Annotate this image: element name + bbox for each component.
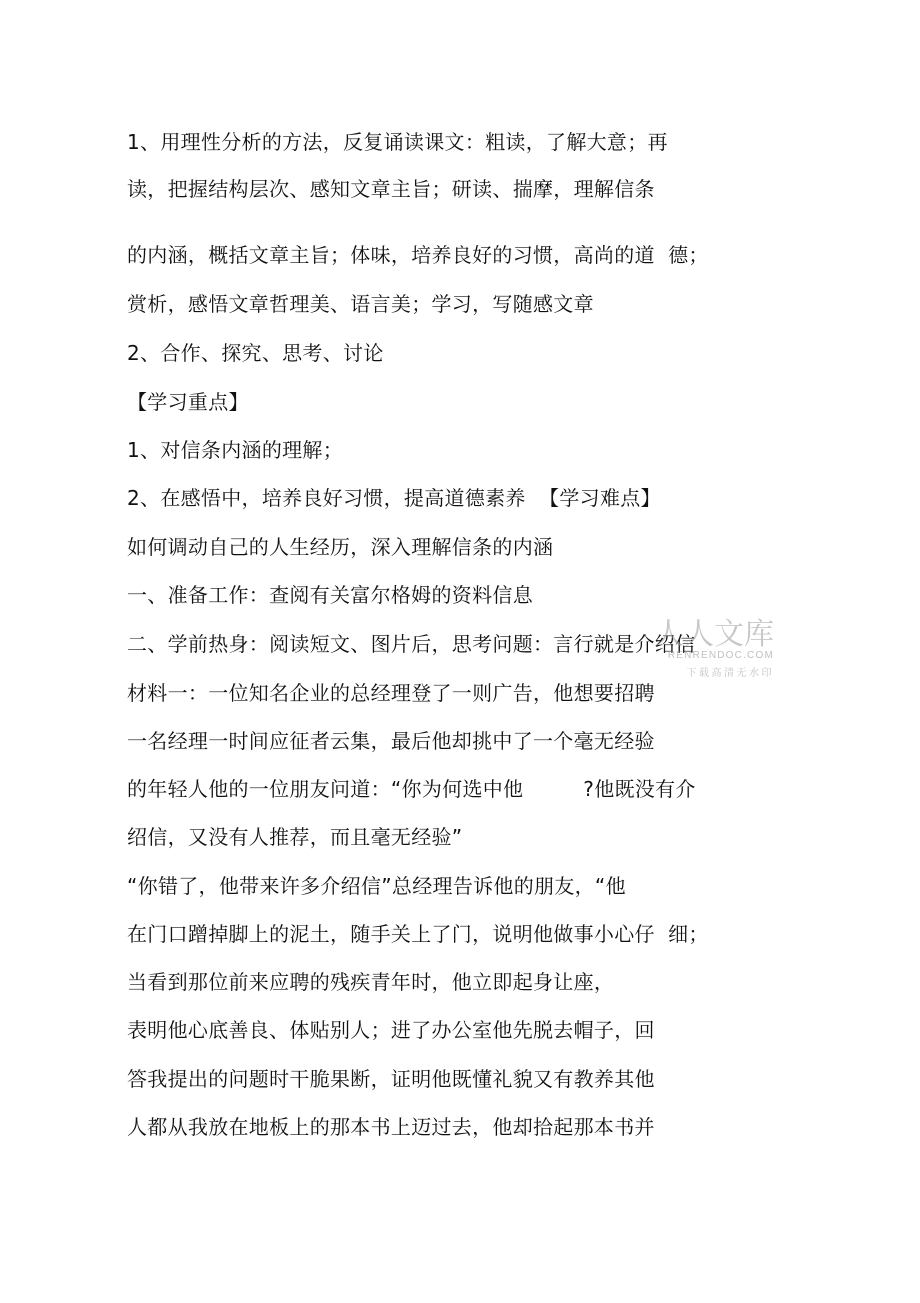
text-line: 在门口蹭掉脚上的泥土，随手关上了门，说明他做事小心仔 细； [127,922,709,946]
watermark-tagline: 下载高清无水印 [686,668,774,679]
watermark-url: RENRENDOC.COM [667,650,774,661]
text-line: 一名经理一时间应征者云集，最后他却挑中了一个毫无经验 [127,729,655,753]
text-line: 二、学前热身：阅读短文、图片后，思考问题：言行就是介绍信 [127,632,696,656]
text-line: 赏析，感悟文章哲理美、语言美；学习，写随感文章 [127,292,594,316]
text-line: 1、用理性分析的方法，反复诵读课文：粗读，了解大意；再 [127,130,668,154]
text-line: 如何调动自己的人生经历，深入理解信条的内涵 [127,535,554,559]
text-line: 绍信，又没有人推荐，而且毫无经验” [127,825,463,849]
text-line: 2、合作、探究、思考、讨论 [127,341,384,365]
section-heading: 【学习重点】 [127,390,249,414]
text-line: 2、在感悟中，培养良好习惯，提高道德素养 【学习难点】 [127,486,661,510]
text-line: 人都从我放在地板上的那本书上迈过去，他却拾起那本书并 [127,1115,655,1139]
text-line: “你错了，他带来许多介绍信”总经理告诉他的朋友，“他 [127,874,626,898]
text-line: 材料一：一位知名企业的总经理登了一则广告，他想要招聘 [127,681,655,705]
text-line: 的内涵，概括文章主旨；体味，培养良好的习惯，高尚的道 德； [127,243,709,267]
text-line: 表明他心底善良、体贴别人；进了办公室他先脱去帽子，回 [127,1018,655,1042]
text-line: 的年轻人他的一位朋友问道：“你为何选中他 ?他既没有介 [127,777,696,801]
watermark [650,618,774,680]
text-line: 当看到那位前来应聘的残疾青年时，他立即起身让座， [127,970,615,994]
text-line: 答我提出的问题时干脆果断，证明他既懂礼貌又有教养其他 [127,1067,655,1091]
text-line: 1、对信条内涵的理解； [127,438,344,462]
watermark-logo: 人人文库 [654,617,774,652]
text-line: 一、准备工作：查阅有关富尔格姆的资料信息 [127,583,533,607]
text-line: 读，把握结构层次、感知文章主旨；研读、揣摩，理解信条 [127,177,655,201]
